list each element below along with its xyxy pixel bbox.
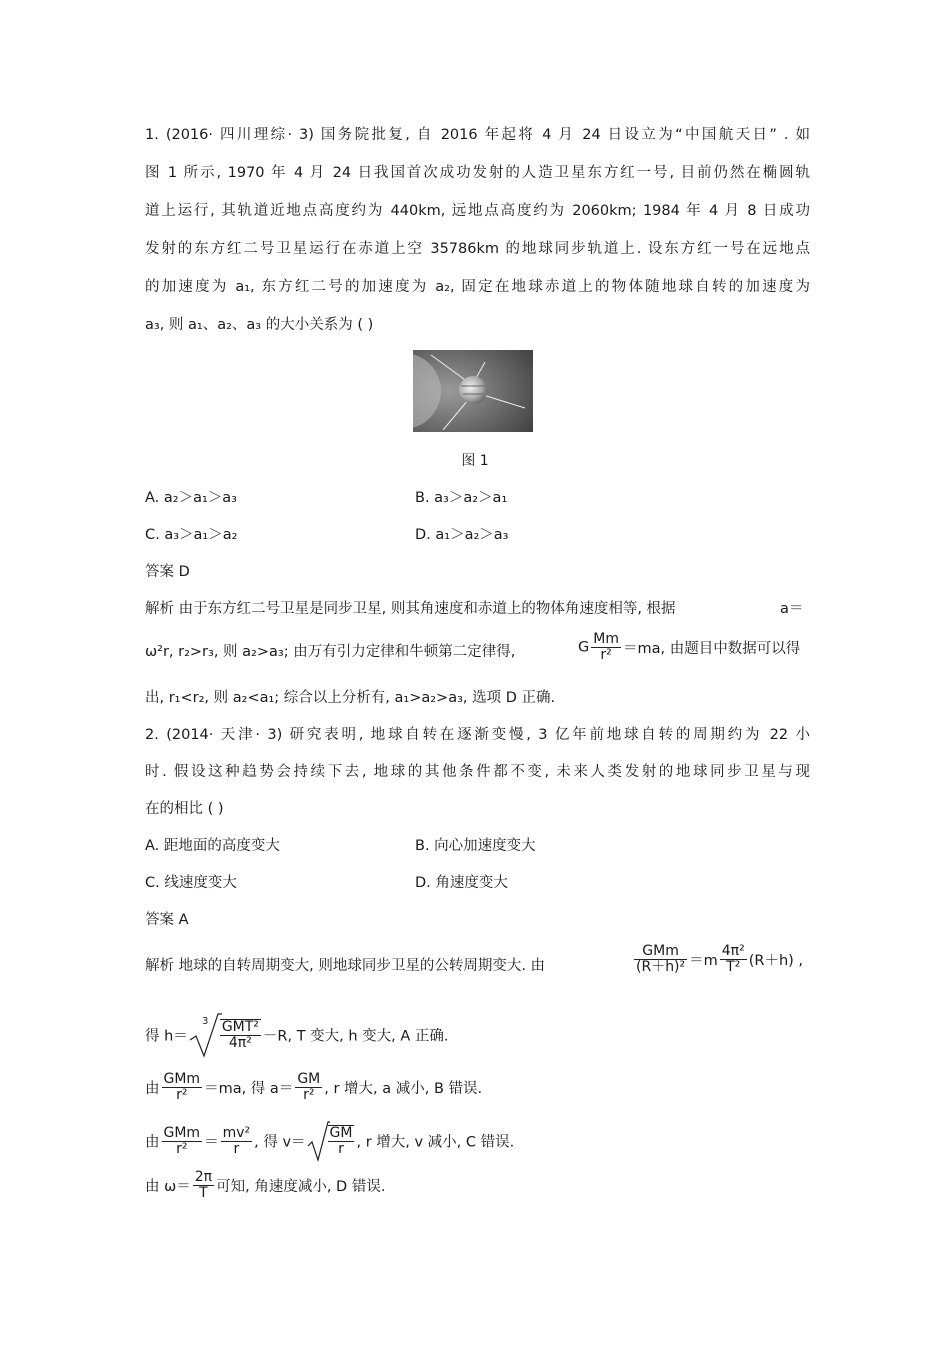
q2-l4-mid2: , 得 v＝ [254,1134,306,1151]
q2-l4-fraction-2 [221,1126,253,1157]
q2-answer: 答案 A [145,912,189,928]
q2-analysis-line-1: 解析 地球的自转周期变大, 则地球同步卫星的公转周期变大. 由 [145,958,546,974]
q1-analysis-line-2: ω²r, r₂>r₃, 则 a₂>a₃; 由万有引力定律和牛顿第二定律得, [145,644,516,660]
q2-l3-fraction [162,1072,203,1103]
q2-f1-tail: (R＋h) , [748,953,804,969]
q2-f1-num2: 4π² [721,943,745,959]
q2-formula-1 [632,944,803,975]
q2-l3-tail: , r 增大, a 减小, B 错误. [324,1081,483,1097]
q2-l2-den: 4π² [228,1035,252,1051]
q2-l4-mid: ＝ [204,1134,219,1151]
q2-line-3: 在的相比 ( ) [145,801,224,817]
q2-l4-num3: GM [329,1125,353,1141]
q2-f1-fraction [634,944,687,975]
q2-f1-fraction-2 [720,944,747,975]
q2-l4-pre: 由 [145,1134,160,1151]
q2-l4-fraction [162,1126,203,1157]
q2-l4-num: GMm [163,1124,201,1141]
q1-line-1: 1. (2016· 四川理综· 3) 国务院批复, 自 2016 年起将 4 月 24 日设立为“中国航天日” . 如 [145,127,810,143]
q1-line-5: 的加速度为 a₁, 东方红二号的加速度为 a₂, 固定在地球赤道上的物体随地球自转的加速度为 [145,279,810,295]
q2-formula-5 [145,1170,385,1201]
q1-analysis-a-eq: a＝ [780,601,804,617]
q2-l5-den: T [199,1185,208,1201]
q1-line-4: 发射的东方红二号卫星运行在赤道上空 35786km 的地球同步轨道上. 设东方红一号在远地点 [145,241,810,257]
q2-option-d: D. 角速度变大 [415,875,508,891]
q1-answer: 答案 D [145,564,190,580]
q2-option-b: B. 向心加速度变大 [415,838,536,854]
q2-l3-mid: ＝ma, 得 a＝ [204,1081,294,1097]
satellite-image [413,350,533,432]
q2-l2-root-index: 3 [201,1016,209,1027]
q2-f1-den: (R＋h)² [636,959,686,975]
q2-l5-num: 2π [194,1169,213,1185]
q2-formula-2 [145,1012,449,1058]
q2-l5-fraction [193,1170,214,1201]
radical-sign-icon [306,1120,330,1162]
q2-l3-num: GMm [163,1071,201,1087]
q2-l3-fraction-2 [295,1072,322,1103]
q2-f1-mid: ＝m [689,953,718,969]
q2-l5-pre: 由 ω＝ [145,1179,191,1195]
q2-l4-den2: r [233,1140,240,1157]
q2-l4-den3: r [338,1141,344,1157]
q2-option-a: A. 距地面的高度变大 [145,838,280,854]
q2-l4-den: r² [176,1140,188,1157]
q1-line-3: 道上运行, 其轨道近地点高度约为 440km, 远地点高度约为 2060km; 1984 年 4 月 8 日成功 [145,203,810,219]
figure-caption: 图 1 [461,453,489,469]
q1-formula-tail: ＝ma, 由题目中数据可以得 [622,641,801,657]
q1-option-c: C. a₃＞a₁＞a₂ [145,527,238,543]
q2-l2-root [188,1012,263,1058]
q2-l3-den: r² [176,1087,188,1103]
q2-line-1: 2. (2014· 天津· 3) 研究表明, 地球自转在逐渐变慢, 3 亿年前地球自转的周期约为 22 小 [145,727,810,743]
q2-formula-3 [145,1072,482,1103]
q2-l5-tail: 可知, 角速度减小, D 错误. [216,1179,386,1195]
q2-l2-fraction [220,1019,261,1051]
q1-line-6: a₃, 则 a₁、a₂、a₃ 的大小关系为 ( ) [145,317,374,333]
q2-line-2: 时. 假设这种趋势会持续下去, 地球的其他条件都不变, 未来人类发射的地球同步卫星与现 [145,764,810,780]
q2-l4-fraction-3 [328,1125,355,1157]
q2-l2-pre: 得 h＝ [145,1028,188,1045]
q2-formula-4 [145,1120,514,1162]
q1-analysis-formula [578,632,800,663]
q1-line-2: 图 1 所示, 1970 年 4 月 24 日我国首次成功发射的人造卫星东方红一号, 目前仍然在椭圆轨 [145,165,810,181]
q1-option-b: B. a₃＞a₂＞a₁ [415,490,508,506]
q1-analysis-line-3: 出, r₁<r₂, 则 a₂<a₁; 综合以上分析有, a₁>a₂>a₃, 选项 D 正确. [145,690,556,706]
q1-option-a: A. a₂＞a₁＞a₃ [145,490,237,506]
q2-l3-num2: GM [297,1071,321,1087]
q1-analysis-line-1: 解析 由于东方红二号卫星是同步卫星, 则其角速度和赤道上的物体角速度相等, 根据 [145,601,676,617]
q2-l2-num: GMT² [221,1019,259,1035]
q2-f1-num: GMm [634,944,687,960]
q2-l4-num2: mv² [222,1124,251,1141]
q1-formula-num: Mm [593,631,619,647]
q2-l2-tail: －R, T 变大, h 变大, A 正确. [262,1028,449,1045]
q2-l4-tail: , r 增大, v 减小, C 错误. [356,1134,515,1151]
radical-sign-icon [188,1012,222,1058]
q2-f1-den2: T² [726,959,741,975]
q1-formula-fraction [591,632,621,663]
q2-l4-root [306,1120,357,1162]
q2-l3-pre: 由 [145,1081,160,1097]
q2-option-c: C. 线速度变大 [145,875,237,891]
q1-option-d: D. a₁＞a₂＞a₃ [415,527,509,543]
q1-formula-den: r² [600,647,612,663]
q2-l3-den2: r² [303,1087,315,1103]
q1-formula-g: G [578,639,590,656]
